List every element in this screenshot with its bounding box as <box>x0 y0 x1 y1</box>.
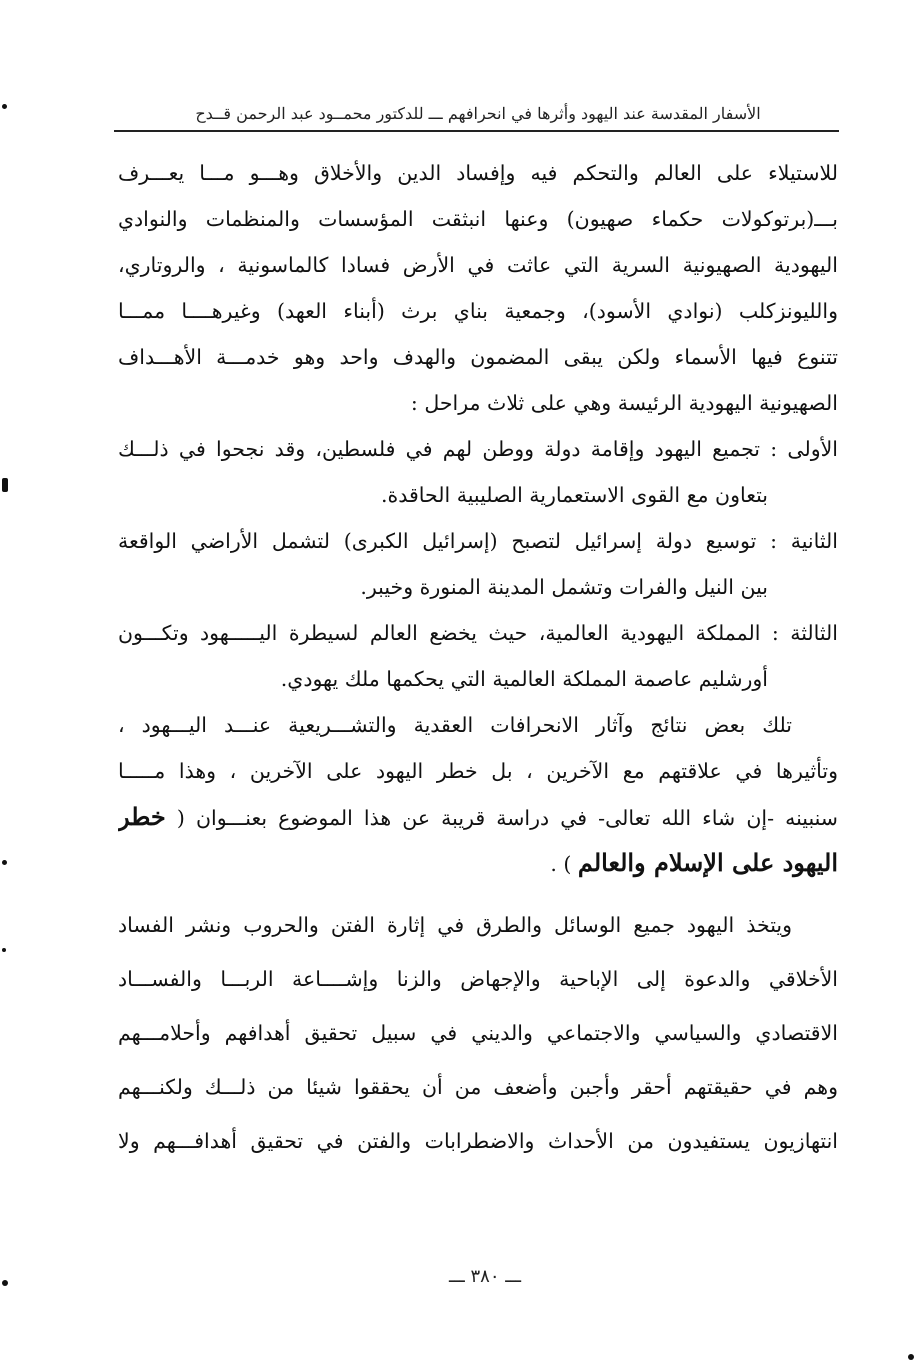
text-line <box>118 794 838 840</box>
text-line: الاقتصادي والسياسي والاجتماعي والديني في سبيل تحقيق أهدافهم وأحلامـــهم <box>118 1021 838 1045</box>
text-segment: ) . <box>550 852 578 876</box>
study-title-part-1: خطر <box>118 802 166 831</box>
scan-mark <box>2 1280 8 1286</box>
scan-mark <box>2 104 7 109</box>
text-line: ويتخذ اليهود جميع الوسائل والطرق في إثارة الفتن والحروب ونشر الفساد <box>118 913 792 937</box>
text-line: الصهيونية اليهودية الرئيسة وهي على ثلاث مراحل : <box>410 391 838 415</box>
stage-2-item <box>118 518 838 610</box>
paragraph-1 <box>118 150 838 426</box>
paragraph-4 <box>118 898 838 1168</box>
scan-mark <box>2 478 8 492</box>
header-rule <box>114 130 839 132</box>
scan-mark <box>2 860 7 865</box>
text-line: أورشليم عاصمة المملكة العالمية التي يحكمها ملك يهودي. <box>280 667 768 691</box>
text-line <box>118 840 838 886</box>
text-line: للاستيلاء على العالم والتحكم فيه وإفساد الدين والأخلاق وهـــو مـــا يعـــرف <box>118 161 838 185</box>
scan-mark <box>2 948 6 952</box>
text-line: الثالثة : المملكة اليهودية العالمية، حيث يخضع العالم لسيطرة اليـــــهود وتكـــون <box>118 621 838 645</box>
text-line: بتعاون مع القوى الاستعمارية الصليبية الحاقدة. <box>380 483 768 507</box>
text-line: اليهودية الصهيونية السرية التي عاثت في الأرض فسادا كالماسونية ، والروتاري، <box>118 253 838 277</box>
text-line: وهم في حقيقتهم أحقر وأجبن وأضعف من أن يحققوا شيئا من ذلـــك ولكنـــهم <box>118 1075 838 1099</box>
stage-3-item <box>118 610 838 702</box>
text-line: تتنوع فيها الأسماء ولكن يبقى المضمون والهدف واحد وهو خدمـــة الأهـــداف <box>118 345 838 369</box>
running-header: الأسفار المقدسة عند اليهود وأثرها في انحرافهم ـــ للدكتور محمــود عبد الرحمن قــدح <box>195 104 761 123</box>
stage-1-item <box>118 426 838 518</box>
page-number: ـــ ٣٨٠ ـــ <box>448 1266 522 1287</box>
page-body <box>118 150 838 1168</box>
text-line: والليونزكلب (نوادي الأسود)، وجمعية بناي برث (أبناء العهد) وغيرهــــا ممـــا <box>118 299 838 323</box>
text-segment: سنبينه -إن شاء الله تعالى- في دراسة قريبة عن هذا الموضوع بعنـــوان ( <box>176 806 838 830</box>
text-line: الأولى : تجميع اليهود وإقامة دولة ووطن لهم في فلسطين، وقد نجحوا في ذلـــك <box>118 437 838 461</box>
text-line: بين النيل والفرات وتشمل المدينة المنورة وخيبر. <box>360 575 768 599</box>
text-line: تلك بعض نتائج وآثار الانحرافات العقدية والتشـــريعية عنـــد اليـــهود ، <box>118 713 792 737</box>
text-line: بـــ(برتوكولات حكماء صهيون) وعنها انبثقت المؤسسات والمنظمات والنوادي <box>118 207 838 231</box>
paragraph-3 <box>118 702 838 886</box>
study-title-part-2: اليهود على الإسلام والعالم <box>577 848 838 877</box>
text-line: انتهازيون يستفيدون من الأحداث والاضطرابات والفتن في تحقيق أهدافـــهم ولا <box>118 1129 838 1153</box>
text-line: الثانية : توسيع دولة إسرائيل لتصبح (إسرائيل الكبرى) لتشمل الأراضي الواقعة <box>118 529 838 553</box>
scan-mark <box>908 1354 914 1360</box>
text-line: وتأثيرها في علاقتهم مع الآخرين ، بل خطر اليهود على الآخرين ، وهذا مـــــا <box>118 759 838 783</box>
text-line: الأخلاقي والدعوة إلى الإباحية والإجهاض والزنا وإشــــاعة الربـــا والفســـاد <box>118 967 838 991</box>
